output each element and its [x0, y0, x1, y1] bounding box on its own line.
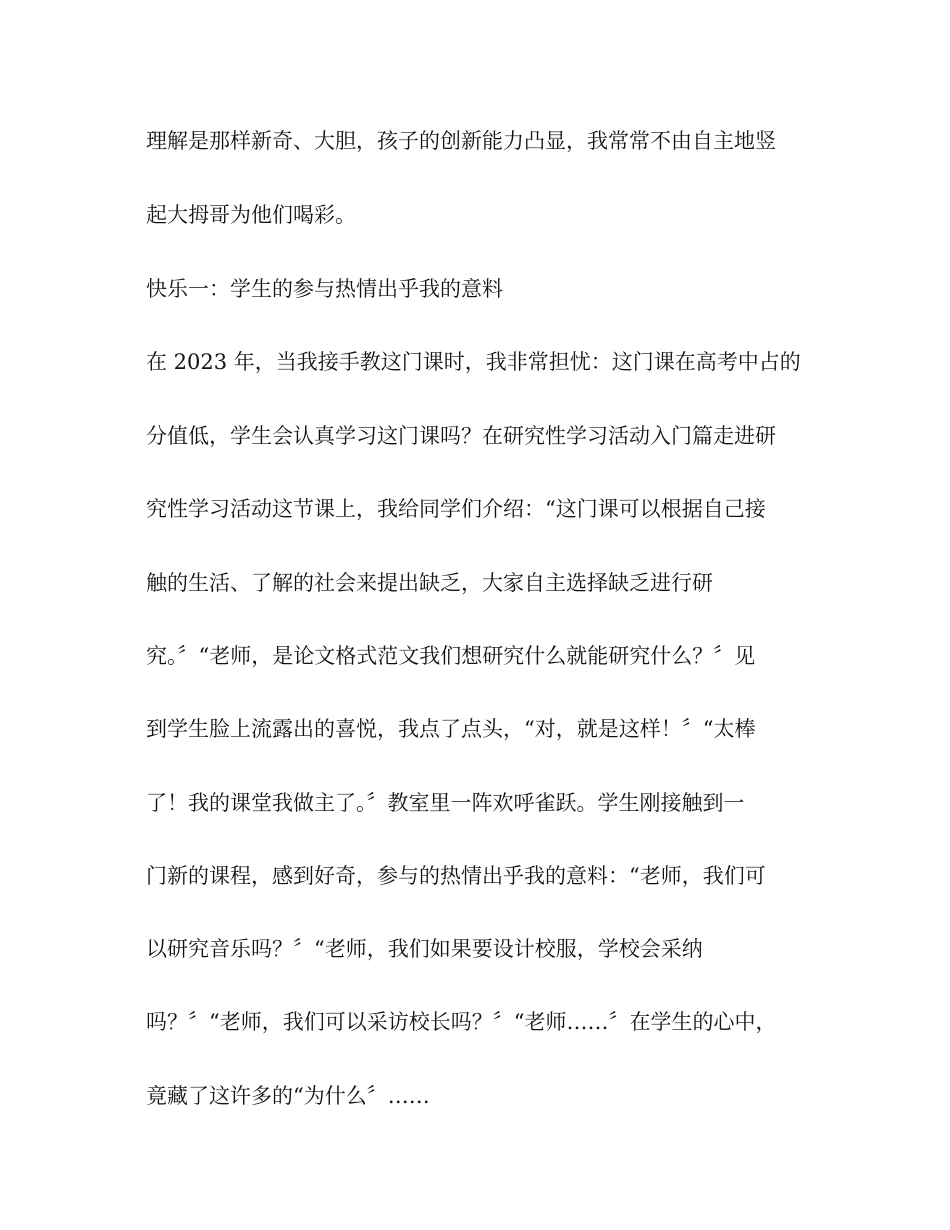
paragraph-line: 在 2023 年，当我接手教这门课时，我非常担忧：这门课在高考中占的: [146, 350, 801, 374]
paragraph-line: 以研究音乐吗？〞“老师，我们如果要设计校服，学校会采纳: [146, 937, 703, 961]
paragraph-line: 理解是那样新奇、大胆，孩子的创新能力凸显，我常常不由自主地竖: [146, 129, 776, 153]
paragraph-line: 竟藏了这许多的“为什么〞……: [146, 1084, 430, 1108]
paragraph-line: 究性学习活动这节课上，我给同学们介绍：“这门课可以根据自己接: [146, 497, 766, 521]
paragraph-line: 触的生活、了解的社会来提出缺乏，大家自主选择缺乏进行研: [146, 571, 713, 595]
paragraph-line: 了！我的课堂我做主了。〞教室里一阵欢呼雀跃。学生刚接触到一: [146, 791, 745, 815]
paragraph-line: 吗？〞“老师，我们可以采访校长吗？〞“老师……〞在学生的心中，: [146, 1010, 777, 1034]
paragraph-line: 分值低，学生会认真学习这门课吗？在研究性学习活动入门篇走进研: [146, 424, 776, 448]
paragraph-line: 门新的课程，感到好奇，参与的热情出乎我的意料：“老师，我们可: [146, 864, 766, 888]
section-heading: 快乐一：学生的参与热情出乎我的意料: [146, 277, 503, 301]
paragraph-line: 到学生脸上流露出的喜悦，我点了点头，“对，就是这样！〞“太棒: [146, 717, 756, 741]
paragraph-line: 起大拇哥为他们喝彩。: [146, 203, 356, 227]
paragraph-line: 究。〞“老师，是论文格式范文我们想研究什么就能研究什么？〞见: [146, 644, 756, 668]
